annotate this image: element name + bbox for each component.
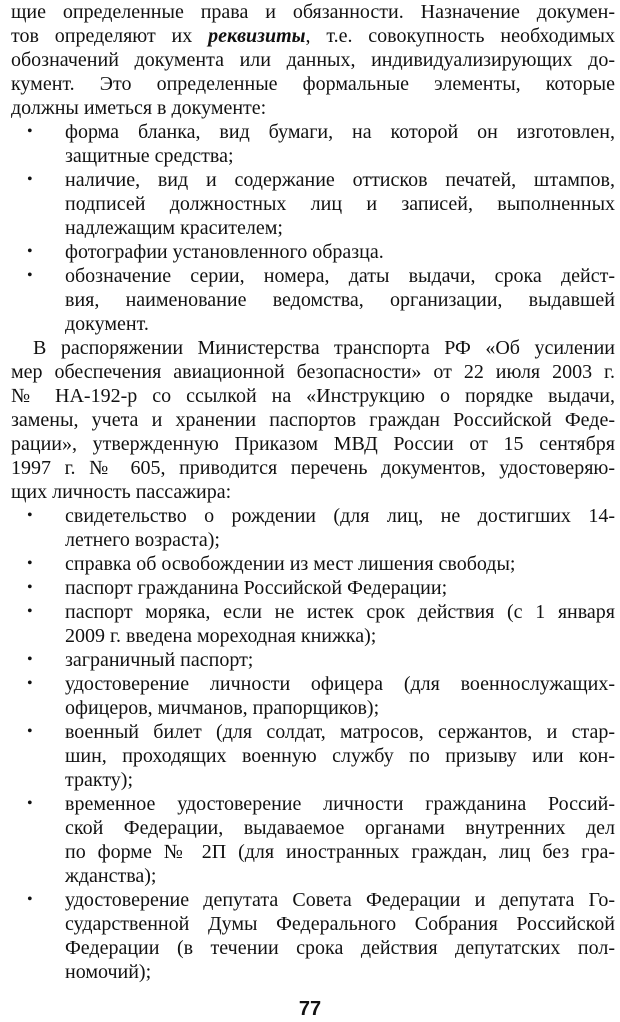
- paragraph-2-line: щих личность пассажира:: [11, 481, 232, 503]
- list-item-line: вия, наименование ведомства, организации, выдавшей: [65, 289, 615, 311]
- list-item-line: паспорт моряка, если не истек срок действия (с 1 января: [65, 601, 615, 623]
- list-item-line: паспорт гражданина Российской Федерации;: [65, 577, 448, 599]
- list-item-line: летнего возраста);: [65, 529, 220, 551]
- list-item-line: по форме № 2П (для иностранных граждан, лиц без гра-: [65, 841, 615, 863]
- list-item-line: фотографии установленного образца.: [65, 241, 384, 263]
- paragraph-1-line: [11, 24, 615, 48]
- list-item-line: номочий);: [65, 961, 152, 983]
- paragraph-1-line: кумент. Это определенные формальные элементы, которые: [11, 73, 615, 95]
- list-item-line: форма бланка, вид бумаги, на которой он изготовлен,: [65, 121, 615, 143]
- text-segment: тов определяют их: [11, 25, 209, 47]
- list-item-line: 2009 г. введена мореходная книжка);: [65, 625, 377, 647]
- bullet-icon: •: [27, 123, 33, 140]
- list-item-line: шин, проходящих военную службу по призыву или кон-: [65, 745, 615, 767]
- list-item-line: офицеров, мичманов, прапорщиков);: [65, 697, 380, 719]
- list-item-line: защитные средства;: [65, 145, 234, 167]
- list-item-line: ской Федерации, выдаваемое органами внутренних дел: [65, 817, 615, 839]
- text-segment: , т.е. совокупность необходимых: [305, 25, 615, 47]
- paragraph-1-line: щие определенные права и обязанности. Назначение докумен-: [11, 1, 615, 23]
- list-item-line: обозначение серии, номера, даты выдачи, срока дейст-: [65, 265, 615, 287]
- list-item-line: тракту);: [65, 769, 134, 791]
- bullet-icon: •: [27, 651, 33, 668]
- list-item-line: подписей должностных лиц и записей, выполненных: [65, 193, 615, 215]
- list-item-line: документ.: [65, 313, 149, 335]
- bullet-icon: •: [27, 795, 33, 812]
- bullet-icon: •: [27, 603, 33, 620]
- bullet-icon: •: [27, 891, 33, 908]
- bullet-icon: •: [27, 555, 33, 572]
- list-item-line: заграничный паспорт;: [65, 649, 254, 671]
- bullet-icon: •: [27, 675, 33, 692]
- paragraph-2-line: рации», утвержденную Приказом МВД России от 15 сентября: [11, 433, 615, 455]
- paragraph-2-line: 1997 г. № 605, приводится перечень документов, удостоверяю-: [11, 457, 615, 479]
- bullet-icon: •: [27, 267, 33, 284]
- list-item-line: сударственной Думы Федерального Собрания Российской: [65, 913, 615, 935]
- paragraph-2-line: мер обеспечения авиационной безопасности» от 22 июля 2003 г.: [11, 361, 615, 383]
- bullet-icon: •: [27, 579, 33, 596]
- paragraph-1-line: должны иметься в документе:: [11, 97, 267, 119]
- bullet-icon: •: [27, 243, 33, 260]
- page-number: 77: [298, 998, 322, 1020]
- emphasis-term: реквизиты: [208, 25, 306, 47]
- bullet-icon: •: [27, 723, 33, 740]
- list-item-line: военный билет (для солдат, матросов, сержантов, и стар-: [65, 721, 615, 743]
- paragraph-1-line: обозначений документа или данных, индивидуализирующих до-: [11, 49, 615, 71]
- list-item-line: наличие, вид и содержание оттисков печатей, штампов,: [65, 169, 615, 191]
- list-item-line: временное удостоверение личности гражданина Россий-: [65, 793, 615, 815]
- list-item-line: удостоверение личности офицера (для военнослужащих-: [65, 673, 615, 695]
- list-item-line: Федерации (в течении срока действия депутатских пол-: [65, 937, 615, 959]
- list-item-line: надлежащим красителем;: [65, 217, 283, 239]
- list-item-line: свидетельство о рождении (для лиц, не достигших 14-: [65, 505, 615, 527]
- list-item-line: жданства);: [65, 865, 157, 887]
- paragraph-2-line: замены, учета и хранении паспортов граждан Российской Феде-: [11, 409, 615, 431]
- paragraph-2-line: № НА-192-р со ссылкой на «Инструкцию о порядке выдачи,: [11, 385, 615, 407]
- paragraph-2-line: В распоряжении Министерства транспорта РФ «Об усилении: [33, 337, 615, 359]
- list-item-line: справка об освобождении из мест лишения свободы;: [65, 553, 516, 575]
- list-item-line: удостоверение депутата Совета Федерации и депутата Го-: [65, 889, 615, 911]
- bullet-icon: •: [27, 171, 33, 188]
- bullet-icon: •: [27, 507, 33, 524]
